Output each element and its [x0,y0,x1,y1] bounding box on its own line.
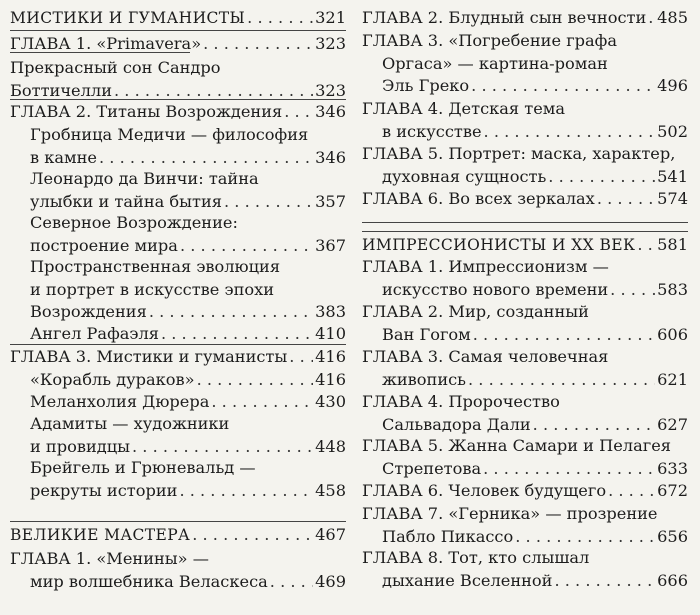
entry-title-line: ГЛАВА 6. Человек будущего [362,481,607,500]
page-number: 541 [657,166,688,186]
leader-dots [554,570,655,593]
entry-title-line: Эль Греко [382,76,470,95]
entry-title-line: в камне [30,147,97,167]
leader-dots [533,414,655,437]
toc-entry [362,435,688,480]
page-number: 666 [657,570,688,590]
section-title: МИСТИКИ И ГУМАНИСТЫ [10,9,246,27]
leader-dots [197,369,314,392]
entry-title-line: ГЛАВА 3. «Погребение графа [362,31,618,50]
entry-title-line: ГЛАВА 4. Детская тема [362,99,566,118]
toc-entry [10,323,346,346]
page-number: 416 [315,347,346,366]
toc-entry [10,101,346,124]
entry-title-line: живопись [382,369,466,389]
entry-title-line: улыбки и тайна бытия [30,191,222,211]
entry-title-line: дыхание Вселенной [382,570,553,590]
toc-entry [10,548,346,593]
page-number: 323 [315,80,346,100]
leader-dots [471,75,655,98]
entry-title-line: Меланхолия Дюрера [30,392,210,411]
leader-dots [468,369,655,392]
leader-dots [247,7,313,30]
leader-dots [149,301,313,324]
toc-entry [362,256,688,301]
leader-dots [203,33,313,56]
entry-title-line: ГЛАВА 6. Во всех зеркалах [362,189,595,208]
page-number: 574 [657,189,688,208]
page-number: 467 [315,525,346,544]
toc-entry [362,301,688,346]
leader-dots [548,166,655,189]
page-number: 656 [657,526,688,546]
leader-dots [132,436,313,459]
page-number: 469 [315,571,346,591]
entry-title-line: искусство нового времени [382,279,609,299]
page-number: 430 [315,392,346,411]
page-number: 323 [315,34,346,53]
page-number: 621 [657,369,688,389]
divider-rule [362,231,688,232]
entry-title-line: Сальвадора Дали [382,414,531,434]
entry-title-line: Ван Гогом [382,324,471,344]
page-number: 367 [315,235,346,255]
entry-title-line: Брейгель и Грюневальд — [30,458,256,477]
toc-entry [10,212,346,257]
toc-entry [10,256,346,324]
page-number: 410 [315,324,346,343]
leader-dots [608,480,655,503]
entry-title-line: Гробница Медичи — философия [30,125,309,144]
section-title: ВЕЛИКИЕ МАСТЕРА [10,526,191,544]
toc-entry [362,346,688,391]
divider-rule [10,30,346,31]
entry-title-line: Леонардо да Винчи: тайна [30,169,259,188]
toc-entry [362,547,688,592]
leader-dots [270,571,313,594]
toc-entry [362,503,688,548]
page-number: 606 [657,324,688,344]
entry-title-line: ГЛАВА 8. Тот, кто слышал [362,548,590,567]
entry-title-line: Оргаса» — картина-роман [382,53,608,73]
page-number: 496 [657,76,688,95]
divider-rule [10,521,346,522]
toc-entry [362,143,688,188]
leader-dots [515,526,655,549]
leader-dots [289,346,313,369]
entry-title-line: духовная сущность [382,166,547,186]
leader-dots [99,147,313,170]
leader-dots [484,121,656,144]
leader-dots [284,101,313,124]
entry-title-line: ГЛАВА 7. «Герника» — прозрение [362,504,658,523]
entry-title-line: Боттичелли [10,80,112,100]
leader-dots [211,391,313,414]
leader-dots [473,324,655,347]
toc-entry [10,413,346,458]
divider-rule [10,344,346,345]
entry-title-line: ГЛАВА 2. Блудный сын вечности [362,8,647,27]
page-number: 502 [657,121,688,141]
entry-title-line: ГЛАВА 2. Титаны Возрождения [10,102,283,121]
leader-dots [597,188,655,211]
entry-title-line: ГЛАВА 1. «Менины» — [10,549,209,568]
leader-dots [224,191,313,214]
leader-dots [180,235,313,258]
toc-entry [362,391,688,436]
toc-entry [10,124,346,169]
page-number: 346 [315,147,346,167]
page-number: 321 [315,8,346,27]
toc-entry [362,188,688,211]
toc-entry [362,480,688,503]
toc-entry [362,7,688,30]
divider-rule [10,52,190,53]
toc-section-heading [362,234,688,257]
entry-title-line: в искусстве [382,121,482,141]
entry-title-line: ГЛАВА 4. Пророчество [362,392,560,411]
toc-section-heading [10,524,346,547]
entry-title-line: Стрепетова [382,458,482,478]
entry-title-line: ГЛАВА 5. Портрет: маска, характер, [362,144,676,163]
entry-title-line: Пространственная эволюция [30,257,281,276]
page-number: 357 [315,191,346,211]
entry-title-line: ГЛАВА 1. «Primavera» [10,34,202,53]
section-title: ИМПРЕССИОНИСТЫ И ХХ ВЕК [362,236,636,254]
entry-title-line: «Корабль дураков» [30,370,195,389]
page-number: 383 [315,302,346,321]
page-number: 672 [657,481,688,500]
leader-dots [161,323,313,346]
entry-title-line: Возрождения [30,302,147,321]
entry-title-line: ГЛАВА 3. Самая человечная [362,347,609,366]
entry-title-line: Ангел Рафаэля [30,324,159,343]
entry-title-line: рекруты истории [30,480,178,500]
toc-entry [10,57,346,102]
toc-entry [10,457,346,502]
divider-rule [362,222,688,223]
page-number: 627 [657,414,688,434]
page-number: 448 [315,436,346,456]
entry-title-line: Северное Возрождение: [30,213,238,232]
leader-dots [179,480,313,503]
leader-dots [648,7,655,30]
leader-dots [192,524,313,547]
page-number: 416 [315,370,346,389]
leader-dots [610,279,655,302]
entry-title-line: ГЛАВА 3. Мистики и гуманисты [10,347,288,366]
toc-section-heading [10,7,346,30]
entry-title-line: ГЛАВА 5. Жанна Самари и Пелагея [362,436,672,455]
toc-entry [10,346,346,369]
toc-entry [10,369,346,392]
entry-title-line: и провидцы [30,436,130,456]
page-number: 346 [315,102,346,121]
entry-title-line: построение мира [30,235,178,255]
page-number: 581 [657,235,688,254]
entry-title-line: ГЛАВА 2. Мир, созданный [362,302,589,321]
divider-rule [10,99,346,100]
page-number: 458 [315,480,346,500]
entry-title-line: ГЛАВА 1. Импрессионизм — [362,257,609,276]
toc-entry [362,30,688,98]
entry-title-line: и портрет в искусстве эпохи [30,279,275,299]
page-number: 633 [657,458,688,478]
entry-title-line: Пабло Пикассо [382,526,514,546]
leader-dots [637,234,655,257]
toc-entry [10,168,346,213]
page-number: 583 [657,279,688,299]
page-number: 485 [657,8,688,27]
entry-title-line: Адамиты — художники [30,414,230,433]
entry-title-line: Прекрасный сон Сандро [10,58,221,77]
leader-dots [483,458,655,481]
toc-entry [362,98,688,143]
toc-entry [10,391,346,414]
entry-title-line: мир волшебника Веласкеса [30,571,268,591]
